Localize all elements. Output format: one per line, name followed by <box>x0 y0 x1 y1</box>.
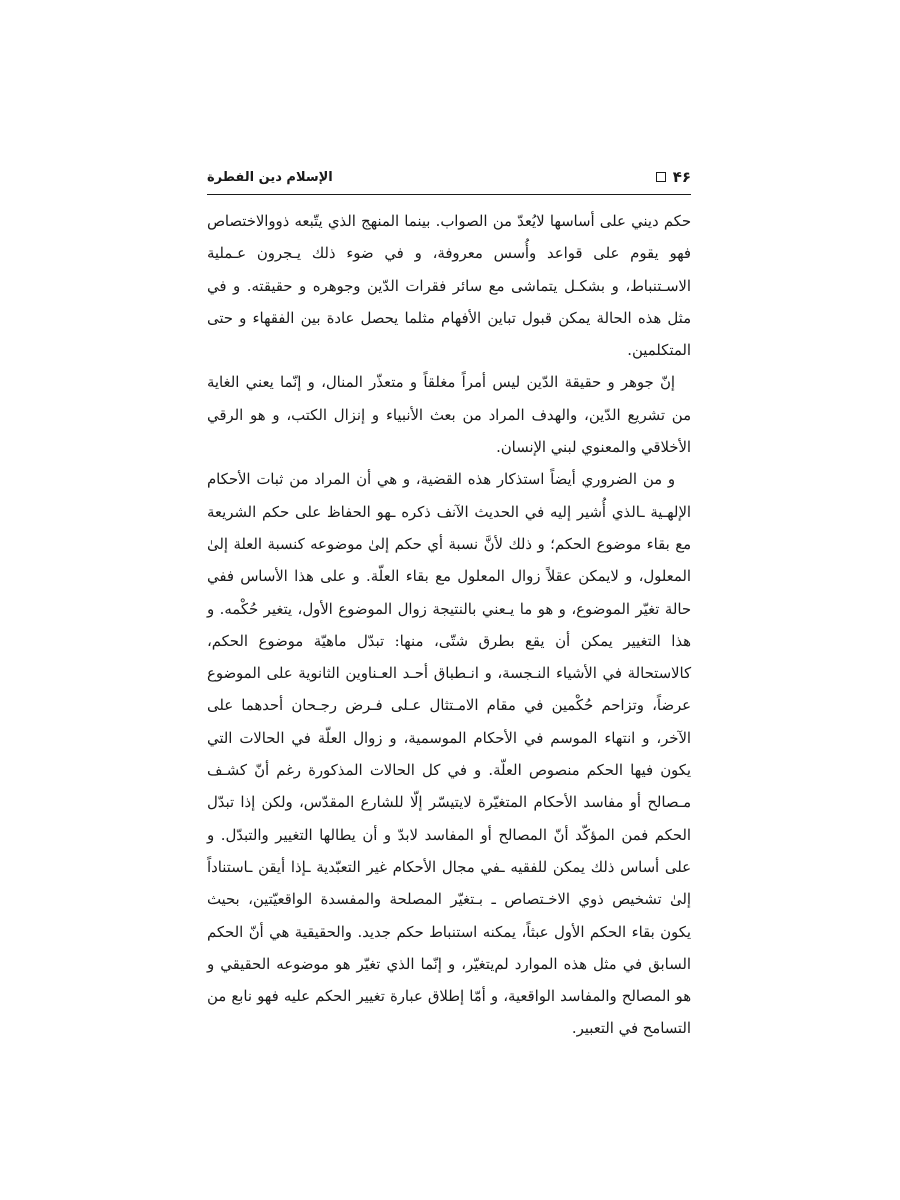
paragraph: حكم ديني على أساسها لايُعدّ من الصواب. بينما المنهج الذي يتّبعه ذووالاختصاص فهو يقوم على قواعد وأُسس معروفة، و في ضوء ذلك يـجرون عـملية الاسـتنباط، و بشكـل يتماشى مع سائر فقرات الدّين وجوهره و حقيقته. و في مثل هذه الحالة يمكن قبول تباين الأفهام مثلما يحصل عادة بين الفقهاء و حتى المتكلمين. <box>207 213 691 360</box>
paragraph: إنّ جوهر و حقيقة الدّين ليس أمراً مغلقاً و متعذّر المنال، و إنّما يعني الغاية من تشريع الدّين، والهدف المراد من بعث الأنبياء و إنزال الكتب، و هو الرقي الأخلاقي والمعنوي لبني الإنسان. <box>207 374 691 457</box>
square-box-icon <box>656 172 666 182</box>
paragraph: و من الضروري أيضاً استذكار هذه القضية، و هي أن المراد من ثبات الأحكام الإلهـية ـالذي أُشير إليه في الحديث الآنف ذكره ـهو الحفاظ على حكم الشريعة مع بقاء موضوع الحكم؛ و ذلك لأنَّ نسبة أي حكم إلىٰ موضوعه كنسبة العلة إلىٰ المعلول، و لايمكن عقلاً زوال المعلول مع بقاء العلّة. و على هذا الأساس ففي حالة تغيّر الموضوع، و هو ما يـعني بالنتيجة زوال الموضوع الأول، يتغير حُكْمه. و هذا التغيير يمكن أن يقع بطرق شتّى، منها: تبدّل ماهيّة موضوع الحكم، كالاستحالة في الأشياء النـجسة، و انـطباق أحـد العـناوين الثانوية على الموضوع عرضاً، وتزاحم حُكْمين في مقام الامـتثال عـلى فـرض رجـحان أحدهما على الآخر، و انتهاء الموسم في الأحكام الموسمية، و زوال العلّة في الحالات التي يكون فيها الحكم منصوص العلّة. و في كل الحالات المذكورة رغم أنّ كشـف مـصالح أو مفاسد الأحكام المتغيّرة لايتيسّر إلّا للشارع المقدّس، ولكن إذا تبدّل الحكم فمن المؤكّد أنّ المصالح أو المفاسد لابدّ و أن يطالها التغيير والتبدّل. و على أساس ذلك يمكن للفقيه ـفي مجال الأحكام غير التعبّدية ـإذا أيقن ـاستناداً إلىٰ تشخيص ذوي الاخـتصاص ـ بـتغيّر المصلحة والمفسدة الواقعيّتين، بحيث يكون بقاء الحكم الأول عبثاً، يمكنه استنباط حكم جديد. والحقيقية هي أنّ الحكم السابق في مثل هذه الموارد لم‌يتغيّر، و إنّما الذي تغيّر هو موضوعه الحقيقي و هو المصالح والمفاسد الواقعية، و أمّا إطلاق عبارة تغيير الحكم عليه فهو نابع من التسامح في التعبير. <box>207 471 691 1038</box>
page-number: ۴۶ <box>672 168 691 186</box>
page-header <box>207 165 691 189</box>
running-title: الإسلام دين الفطرة <box>207 169 333 185</box>
header-divider <box>207 194 691 195</box>
page-body <box>207 206 691 1046</box>
page-number-group <box>656 168 691 186</box>
